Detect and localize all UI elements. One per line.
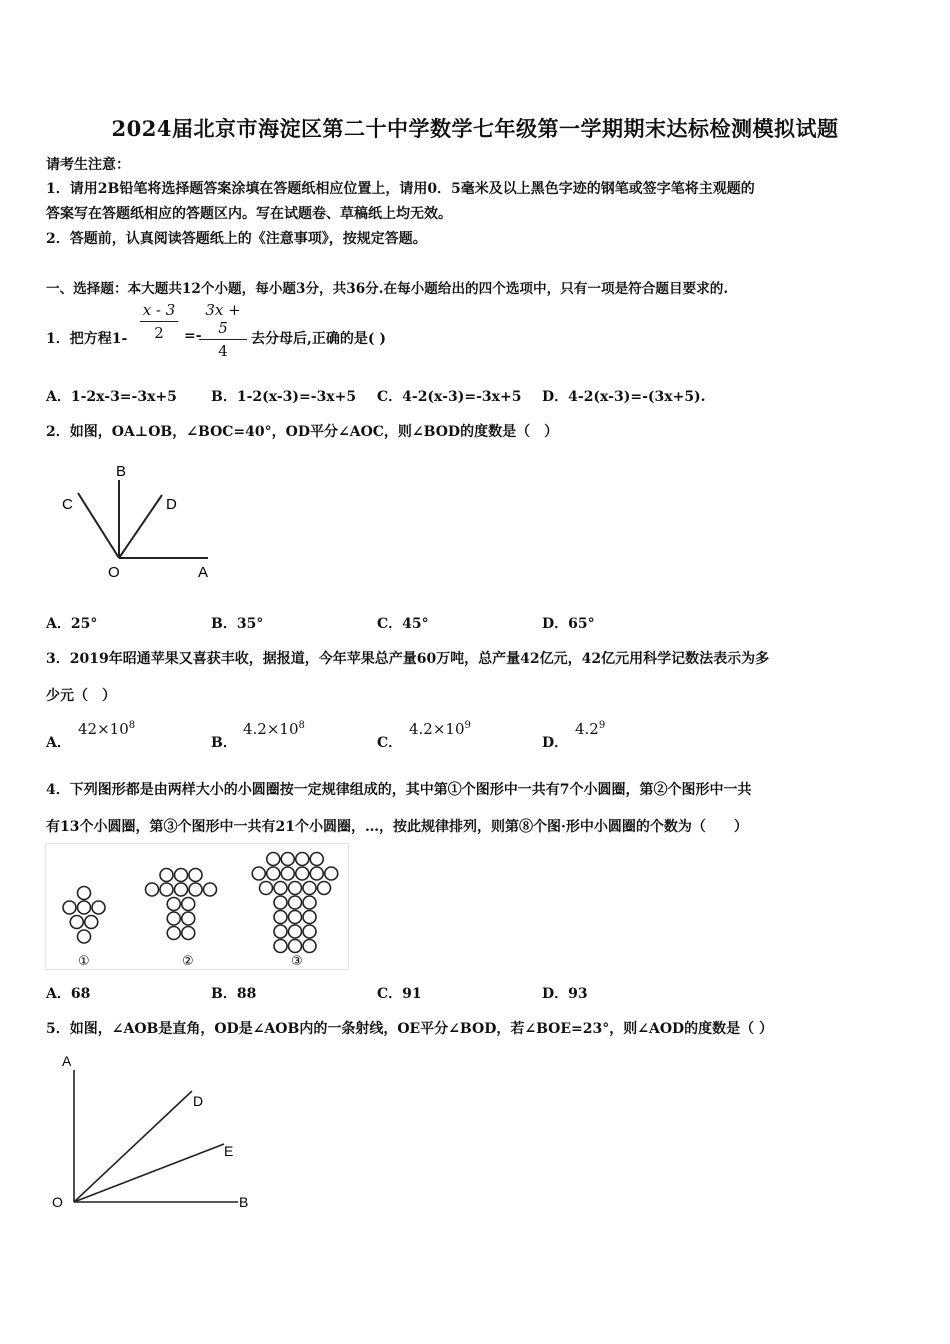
q1-fraction-left-denominator: 2	[154, 324, 164, 342]
q5-label-e: E	[224, 1143, 234, 1159]
q4-option-d[interactable]: D．93	[542, 986, 588, 1002]
pattern-3-circle	[303, 882, 316, 895]
q2-option-c[interactable]: C．45°	[377, 616, 429, 632]
q2-ray-oc	[78, 493, 119, 558]
q3-option-c-base: 4.2×10	[409, 720, 465, 738]
q3-option-b-base: 4.2×10	[243, 720, 299, 738]
pattern-2-circle	[204, 883, 217, 896]
pattern-2-circle	[182, 898, 195, 911]
q4-fig-label-2: ②	[182, 953, 194, 968]
pattern-3-circle	[303, 896, 316, 909]
pattern-3-circle	[296, 853, 309, 866]
q1-option-a[interactable]: A．1-2x-3=-3x+5	[46, 389, 177, 405]
pattern-2-circle	[189, 883, 202, 896]
q3-option-c-value	[409, 720, 471, 738]
q5-ray-od	[74, 1091, 192, 1202]
q2-option-a[interactable]: A．25°	[46, 616, 98, 632]
notice-item-2: 2．答题前，认真阅读答题纸上的《注意事项》，按规定答题。	[46, 231, 427, 247]
q3-option-a-value	[78, 720, 135, 738]
q2-option-b[interactable]: B．35°	[211, 616, 264, 632]
q1-fraction-right-denominator: 4	[218, 342, 228, 360]
pattern-2-circle	[167, 927, 180, 940]
pattern-2-circle	[167, 912, 180, 925]
pattern-3-circle	[289, 925, 302, 938]
q2-label-c: C	[62, 496, 73, 513]
q3-option-c-exp: 9	[464, 720, 471, 731]
q5-ray-oe	[74, 1144, 224, 1202]
pattern-1-circle	[78, 887, 91, 900]
pattern-3-circle	[281, 867, 294, 880]
q3-option-a[interactable]	[46, 732, 71, 752]
q4-pattern-3	[252, 853, 338, 953]
q5-angle-figure	[48, 1048, 258, 1218]
pattern-3-circle	[318, 882, 331, 895]
notice-item-1-line-2: 答案写在答题纸相应的答题区内。写在试题卷、草稿纸上均无效。	[46, 206, 452, 222]
q5-label-o: O	[52, 1194, 63, 1210]
q4-stem-line-1: 4．下列图形都是由两样大小的小圆圈按一定规律组成的，其中第①个图形中一共有7个小圆圈，第②个图形中一共	[46, 782, 752, 798]
pattern-3-circle	[296, 867, 309, 880]
pattern-2-circle	[167, 898, 180, 911]
pattern-1-circle	[78, 930, 91, 943]
q5-label-a: A	[62, 1053, 72, 1069]
q4-pattern-1	[63, 887, 105, 944]
pattern-3-circle	[310, 853, 323, 866]
q3-option-d-letter: D．	[542, 735, 569, 751]
q4-pattern-2	[146, 869, 217, 940]
q2-label-o: O	[108, 564, 120, 581]
pattern-1-circle	[92, 901, 105, 914]
q1-fraction-right	[199, 301, 247, 360]
q1-fraction-left	[140, 301, 178, 342]
pattern-3-circle	[289, 882, 302, 895]
notice-item-1-line-1: 1．请用2B铅笔将选择题答案涂填在答题纸相应位置上，请用0．5毫米及以上黑色字迹的钢笔或签字笔将主观题的	[46, 181, 755, 197]
q5-stem: 5．如图，∠AOB是直角，OD是∠AOB内的一条射线，OE平分∠BOD，若∠BOE=23°，则∠AOD的度数是（ ）	[46, 1021, 774, 1037]
q2-label-d: D	[166, 496, 177, 513]
q1-prefix: 1．把方程1-	[46, 331, 128, 347]
pattern-1-circle	[70, 916, 83, 929]
q3-option-b-letter: B．	[211, 735, 237, 751]
pattern-3-circle	[260, 882, 273, 895]
pattern-3-circle	[303, 925, 316, 938]
pattern-1-circle	[85, 916, 98, 929]
pattern-2-circle	[175, 883, 188, 896]
pattern-2-circle	[146, 883, 159, 896]
pattern-3-circle	[267, 867, 280, 880]
q2-option-d[interactable]: D．65°	[542, 616, 595, 632]
q3-option-c[interactable]	[377, 732, 402, 752]
pattern-2-circle	[175, 869, 188, 882]
q1-fraction-left-numerator: x - 3	[140, 301, 178, 322]
q2-angle-figure	[50, 458, 220, 583]
q2-ray-od	[119, 495, 162, 558]
pattern-3-circle	[274, 911, 287, 924]
pattern-3-circle	[289, 940, 302, 953]
pattern-3-circle	[267, 853, 280, 866]
pattern-3-circle	[310, 867, 323, 880]
q3-option-b[interactable]	[211, 732, 237, 752]
q5-label-d: D	[193, 1093, 204, 1109]
pattern-3-circle	[325, 867, 338, 880]
pattern-2-circle	[182, 927, 195, 940]
q3-option-b-value	[243, 720, 305, 738]
q3-option-c-letter: C．	[377, 735, 403, 751]
pattern-3-circle	[274, 896, 287, 909]
pattern-1-circle	[63, 901, 76, 914]
q4-stem-line-2: 有13个小圆圈，第③个图形中一共有21个小圆圈，…，按此规律排列，则第⑧个图·形中小圆圈的个数为（ ）	[46, 819, 748, 835]
q4-fig-label-3: ③	[291, 953, 303, 968]
pattern-3-circle	[252, 867, 265, 880]
pattern-3-circle	[289, 896, 302, 909]
pattern-2-circle	[160, 883, 173, 896]
q4-option-b[interactable]: B．88	[211, 986, 257, 1002]
q2-stem: 2．如图，OA⊥OB，∠BOC=40°，OD平分∠AOC，则∠BOD的度数是（ ）	[46, 424, 559, 440]
pattern-3-circle	[274, 940, 287, 953]
pattern-3-circle	[289, 911, 302, 924]
pattern-3-circle	[303, 940, 316, 953]
q1-equals: =-	[184, 328, 202, 344]
pattern-2-circle	[182, 912, 195, 925]
q1-suffix: 去分母后,正确的是( )	[251, 331, 386, 347]
q3-option-d[interactable]	[542, 732, 568, 752]
pattern-3-circle	[274, 925, 287, 938]
pattern-2-circle	[160, 869, 173, 882]
q3-option-d-exp: 9	[598, 720, 606, 731]
pattern-1-circle	[78, 901, 91, 914]
q4-option-a[interactable]: A．68	[46, 986, 91, 1002]
pattern-3-circle	[274, 882, 287, 895]
q1-option-d[interactable]: D．4-2(x-3)=-(3x+5).	[542, 389, 706, 405]
pattern-2-circle	[189, 869, 202, 882]
pattern-3-circle	[281, 853, 294, 866]
q3-option-b-exp: 8	[298, 720, 305, 731]
q2-label-b: B	[116, 463, 127, 480]
q3-option-d-value	[575, 720, 605, 738]
q3-option-a-letter: A．	[46, 735, 71, 751]
q3-option-a-base: 42×10	[78, 720, 129, 738]
q5-label-b: B	[239, 1194, 249, 1210]
q1-option-c[interactable]: C．4-2(x-3)=-3x+5	[377, 389, 522, 405]
q4-fig-label-1: ①	[78, 953, 90, 968]
q3-option-a-exp: 8	[128, 720, 136, 731]
notice-heading: 请考生注意：	[46, 157, 130, 173]
q4-option-c[interactable]: C．91	[377, 986, 422, 1002]
q2-label-a: A	[198, 564, 209, 581]
section-header: 一、选择题：本大题共12个小题，每小题3分，共36分.在每小题给出的四个选项中，只有一项是符合题目要求的.	[46, 281, 729, 297]
pattern-3-circle	[303, 911, 316, 924]
page-title: 2024届北京市海淀区第二十中学数学七年级第一学期期末达标检测模拟试题	[111, 116, 839, 141]
q1-fraction-right-numerator: 3x + 5	[199, 301, 247, 340]
q4-circle-pattern-figure	[45, 843, 350, 971]
q3-stem-line-2: 少元（ ）	[46, 688, 116, 704]
q1-option-b[interactable]: B．1-2(x-3)=-3x+5	[211, 389, 357, 405]
q3-stem-line-1: 3．2019年昭通苹果又喜获丰收，据报道，今年苹果总产量60万吨，总产量42亿元，42亿元用科学记数法表示为多	[46, 651, 770, 667]
q3-option-d-base: 4.2	[575, 720, 599, 738]
